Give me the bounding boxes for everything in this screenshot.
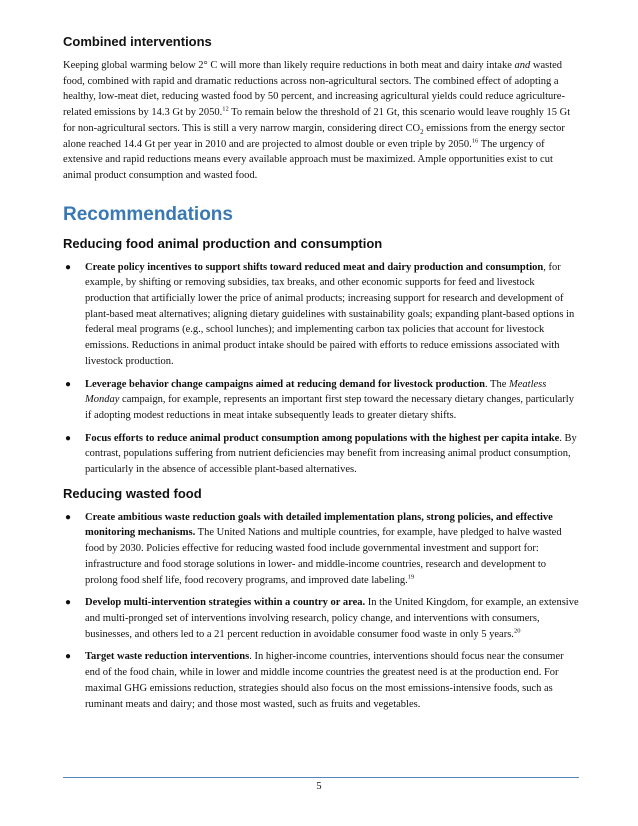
- list-item: [63, 260, 581, 370]
- combined-interventions-paragraph: [63, 58, 581, 184]
- page-number: 5: [316, 781, 322, 792]
- item-bold-lead: Leverage behavior change campaigns aimed at reducing demand for livestock production: [85, 378, 485, 390]
- reference-marker: 19: [407, 573, 415, 581]
- recommendations-heading: Recommendations: [63, 203, 233, 225]
- item-text: campaign, for example, represents an important first step toward the necessary dietary changes, particularly if adopting modest reductions in meat intake subsequently leads to greater dietary shifts.: [85, 394, 574, 421]
- text-run: emissions from the energy sector alone reached 14.4 Gt per year in 2010 and are projected to almost double or even triple by 2050.: [63, 122, 565, 150]
- item-bold-lead: Create policy incentives to support shifts toward reduced meat and dairy production and consumption: [85, 261, 544, 273]
- text-run: wasted food, combined with rapid and dramatic reductions across non-agricultural sectors. The combined effect of adopting a healthy, low-meat diet, reducing wasted food by 50 percent, and increasing agricultural yields could reduce agriculture-related emissions by 14.3 Gt by 2050.: [63, 60, 565, 119]
- reference-marker: 20: [513, 627, 521, 635]
- food-animal-list: [63, 260, 581, 478]
- list-item: [63, 510, 581, 589]
- text-run: To remain below the threshold of 21 Gt, this scenario would leave roughly 15 Gt for non-agricultural sectors. This is still a very narrow margin, considering direct CO: [63, 107, 571, 134]
- bullet-icon: ●: [65, 651, 72, 663]
- item-bold-lead: Create ambitious waste reduction goals with detailed implementation plans, strong policies, and effective monitoring mechanisms.: [85, 511, 553, 539]
- item-text: The United Nations and multiple countries, for example, have pledged to halve wasted food by 2030. Policies effective for reducing wasted food include governmental investment and support for: infrastructure and food storage solutions in lower- and middle-income countries, research and development to prolong food shelf life, food recovery programs, and improved date labeling.: [85, 527, 562, 586]
- reference-marker: 16: [471, 137, 479, 145]
- subscript: 2: [420, 127, 424, 136]
- list-item: [63, 431, 581, 478]
- list-item: [63, 595, 581, 642]
- reference-marker: 12: [222, 105, 229, 113]
- list-item: [63, 377, 581, 424]
- item-bold-lead: Develop multi-intervention strategies within a country or area.: [85, 597, 366, 609]
- item-text: , for example, by shifting or removing subsidies, tax breaks, and other economic supports for feed and livestock production that artificially lower the price of animal products; increasing support for research and development of plant-based meat alternatives; aligning dietary guidelines with sustainability goals; expanding plant-based options in federal meal programs (e.g., school lunches); and implementing carbon tax policies that account for livestock emissions. Reductions in animal product intake should be paired with efforts to reduce emissions associated with livestock production.: [85, 261, 575, 367]
- bullet-icon: ●: [65, 597, 72, 609]
- food-animal-section-heading: Reducing food animal production and consumption: [63, 235, 383, 251]
- combined-interventions-heading: Combined interventions: [63, 34, 212, 49]
- item-text: . By contrast, populations suffering from nutrient deficiencies may benefit from increasing animal product consumption, particularly in the absence of accessible plant-based alternatives.: [85, 432, 577, 476]
- list-item: [63, 649, 581, 712]
- text-run: Keeping global warming below 2° C will more than likely require reductions in both meat and dairy intake: [63, 60, 515, 71]
- item-bold-lead: Focus efforts to reduce animal product consumption among populations with the highest per capita intake: [85, 432, 560, 444]
- wasted-food-section-heading: Reducing wasted food: [63, 485, 202, 501]
- item-italic: Meatless Monday: [85, 378, 547, 406]
- item-text: . The: [484, 378, 509, 390]
- bullet-icon: ●: [65, 378, 72, 390]
- bullet-icon: ●: [65, 432, 72, 444]
- wasted-food-list: [63, 510, 581, 712]
- bullet-icon: ●: [65, 511, 72, 523]
- document-page: [63, 34, 581, 719]
- item-bold-lead: Target waste reduction interventions: [85, 651, 250, 663]
- item-text: In the United Kingdom, for example, an extensive and multi-pronged set of interventions involving research, policy change, and interventions with consumers, businesses, and others led to a 21 percent reduction in avoidable consumer food waste in only 5 years.: [85, 597, 579, 640]
- text-run: The urgency of extensive and rapid reductions means every available approach must be maximized. Ample opportunities exist to cut animal product consumption and wasted food.: [63, 138, 553, 181]
- footer-rule: [63, 777, 579, 778]
- bullet-icon: ●: [65, 261, 72, 273]
- item-text: . In higher-income countries, interventions should focus near the consumer end of the food chain, while in lower and middle income countries the greatest need is at the production end. For maximal GHG emissions reduction, strategies should also focus on the most emissions-intensive foods, such as ruminant meats and dairy; and those most wasted, such as fruits and vegetables.: [85, 651, 564, 710]
- text-run-italic: and: [514, 60, 531, 71]
